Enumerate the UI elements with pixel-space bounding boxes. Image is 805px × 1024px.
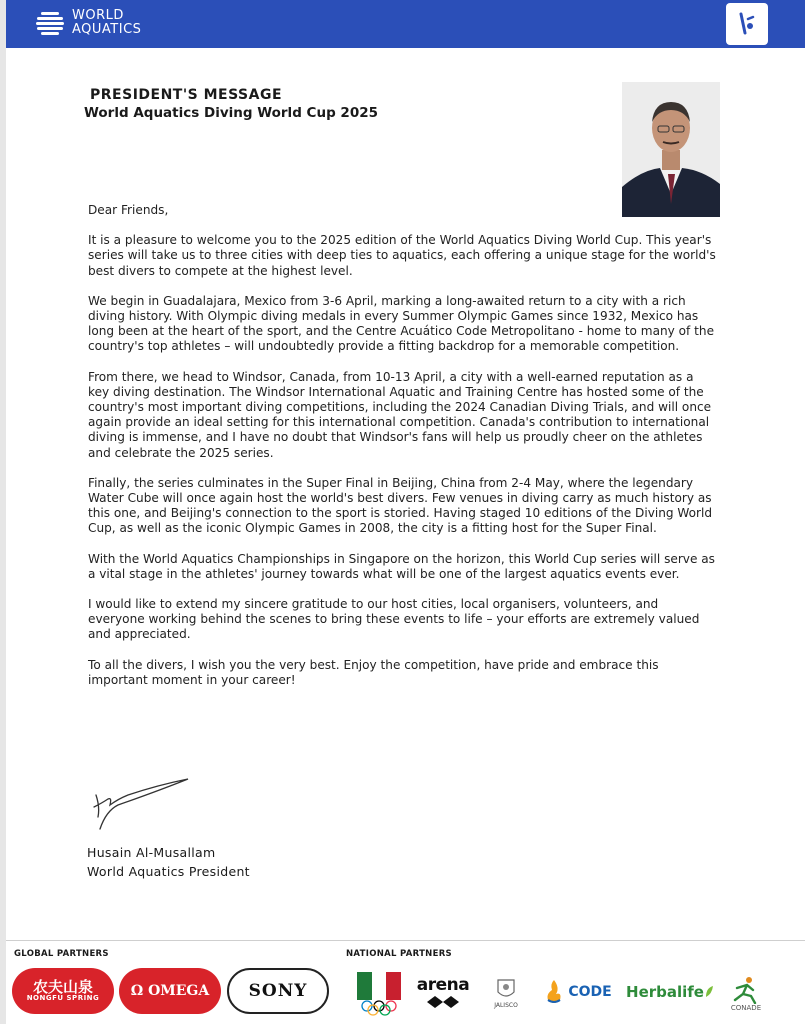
letter-greeting: Dear Friends,: [88, 203, 169, 217]
jalisco-crest-icon: [494, 976, 518, 1002]
header-bar: [6, 0, 805, 48]
sony-text: SONY: [248, 981, 308, 1001]
arena-logo: [414, 970, 472, 1014]
arena-text: arena: [416, 975, 470, 995]
national-partners-label: NATIONAL PARTNERS: [346, 949, 452, 959]
page-edge: [0, 0, 6, 1024]
code-text: CODE: [568, 984, 612, 1000]
letter-paragraph: With the World Aquatics Championships in Singapore on the horizon, this World Cup series will serve as a vital stage in the athletes' journey towards what will be one of the largest aquatics events ever.: [88, 551, 715, 581]
herbalife-leaf-icon: [704, 985, 714, 999]
global-partners-label: GLOBAL PARTNERS: [14, 949, 109, 959]
nongfu-en-text: NONGFU SPRING: [26, 994, 100, 1003]
handwritten-signature: [88, 777, 198, 837]
code-flame-icon: [544, 978, 564, 1006]
sony-logo: [227, 968, 329, 1014]
signatory-role: World Aquatics President: [87, 864, 250, 879]
conade-runner-icon: [731, 976, 761, 1004]
nongfu-spring-logo: [12, 968, 114, 1014]
brand-line1: WORLD: [72, 8, 124, 23]
code-logo: [538, 970, 618, 1014]
nongfu-cn-text: 农夫山泉: [32, 977, 93, 996]
president-portrait: [622, 82, 720, 217]
letter-body: [88, 203, 718, 703]
letter-paragraph: To all the divers, I wish you the very best. Enjoy the competition, have pride and embrace this important moment in your career!: [88, 657, 659, 687]
world-aquatics-logo: [34, 7, 141, 39]
letter-paragraph: We begin in Guadalajara, Mexico from 3-6 April, marking a long-awaited return to a city with a rich diving history. With Olympic diving medals in every Summer Olympic Games since 1932, Mexico has long been at the heart of the sport, and the Centre Acuático Code Metropolitano - home to many of the country's top athletes – will undoubtedly provide a fitting backdrop for a memorable competition.: [88, 293, 715, 354]
conade-text: CONADE: [730, 1004, 762, 1012]
herbalife-text: Herbalife: [626, 983, 704, 1001]
jalisco-logo: [484, 970, 528, 1014]
arena-diamond-icon: [423, 995, 463, 1009]
page-title: PRESIDENT'S MESSAGE: [90, 87, 283, 103]
olympic-rings-icon: [359, 1000, 399, 1016]
conade-logo: [724, 970, 768, 1018]
mexico-flag-icon: [357, 972, 401, 1000]
jalisco-text: JALISCO: [494, 1001, 518, 1009]
signatory-name: Husain Al-Musallam: [87, 845, 216, 860]
herbalife-logo: [626, 970, 714, 1014]
letter-paragraph: From there, we head to Windsor, Canada, from 10-13 April, a city with a well-earned reputation as a key diving destination. The Windsor International Aquatic and Training Centre has hosted some of the country's most important diving competitions, including the 2024 Canadian Diving Trials, and will once again provide an ideal setting for this international competition. Canada's contribution to international diving is immense, and I have no doubt that Windsor's fans will help us proudly cheer on the athletes and celebrate the 2025 series.: [88, 369, 712, 460]
letter-paragraph: I would like to extend my sincere gratitude to our host cities, local organisers, volunteers, and everyone working behind the scenes to bring these events to life – your efforts are extremely valued and appreciated.: [88, 597, 700, 642]
brand-wordmark: [72, 9, 141, 37]
partners-divider: [6, 940, 805, 941]
omega-text: Ω OMEGA: [130, 983, 210, 999]
letter-paragraph: It is a pleasure to welcome you to the 2025 edition of the World Aquatics Diving World Cup. This year's series will take us to three cities with deep ties to aquatics, each offering a unique stage for the world's best divers to compete at the highest level.: [88, 233, 716, 278]
omega-logo: [119, 968, 221, 1014]
mexico-olympic-logo: [356, 970, 402, 1018]
diving-emblem-icon: [726, 3, 768, 45]
letter-paragraph: Finally, the series culminates in the Super Final in Beijing, China from 2-4 May, where the legendary Water Cube will once again host the world's best divers. Few venues in diving carry as much history as this one, and Beijing's connection to the sport is storied. Having staged 10 editions of the Diving World Cup, as well as the iconic Olympic Games in 2008, the city is a fitting host for the Super Final.: [88, 475, 713, 536]
brand-line2: AQUATICS: [72, 22, 142, 37]
page-subtitle: World Aquatics Diving World Cup 2025: [84, 105, 379, 121]
world-aquatics-globe-icon: [34, 7, 66, 39]
